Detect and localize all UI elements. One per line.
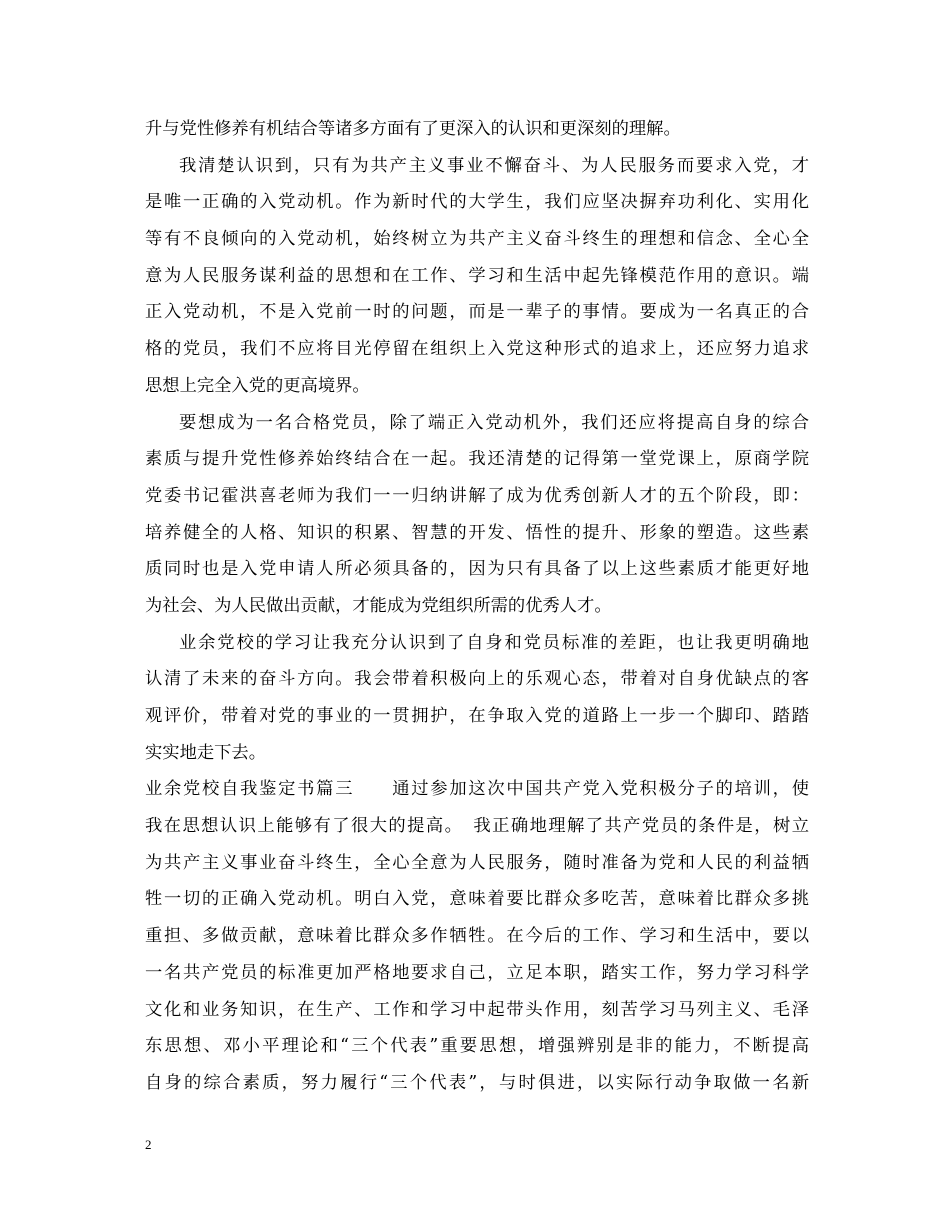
text-line: 质同时也是入党申请人所必须具备的，因为只有具备了以上这些素质才能更好地 — [145, 559, 809, 580]
text-line: 是唯一正确的入党动机。作为新时代的大学生，我们应坚决摒弃功利化、实用化 — [145, 192, 809, 213]
text-line: 牲一切的正确入党动机。明白入党，意味着要比群众多吃苦，意味着比群众多挑 — [145, 889, 809, 910]
text-line: 观评价，带着对党的事业的一贯拥护，在争取入党的道路上一步一个脚印、踏踏 — [145, 706, 809, 726]
text-line: 自身的综合素质，努力履行“三个代表”，与时俱进，以实际行动争取做一名新 — [145, 1072, 809, 1093]
text-line: 培养健全的人格、知识的积累、智慧的开发、悟性的提升、形象的塑造。这些素 — [145, 522, 809, 543]
text-line: 格的党员，我们不应将目光停留在组织上入党这种形式的追求上，还应努力追求 — [145, 339, 809, 360]
text-line: 业余党校的学习让我充分认识到了自身和党员标准的差距，也让我更明确地 — [179, 632, 809, 653]
text-line: 为共产主义事业奋斗终生，全心全意为人民服务，随时准备为党和人民的利益牺 — [145, 852, 809, 873]
page-number: 2 — [145, 1137, 152, 1152]
text-line: 我在思想认识上能够有了很大的提高。 我正确地理解了共产党员的条件是，树立 — [145, 816, 809, 837]
text-line: 素质与提升党性修养始终结合在一起。我还清楚的记得第一堂党课上，原商学院 — [145, 449, 809, 470]
text-line: 一名共产党员的标准更加严格地要求自己，立足本职，踏实工作，努力学习科学 — [145, 962, 809, 983]
text-line: 我清楚认识到，只有为共产主义事业不懈奋斗、为人民服务而要求入党，才 — [179, 155, 809, 176]
body-text — [145, 111, 809, 1102]
text-line: 党委书记霍洪喜老师为我们一一归纳讲解了成为优秀创新人才的五个阶段，即： — [145, 485, 809, 506]
text-line: 业余党校自我鉴定书篇三 通过参加这次中国共产党入党积极分子的培训，使 — [145, 779, 809, 800]
text-line: 思想上完全入党的更高境界。 — [145, 375, 370, 396]
text-line: 要想成为一名合格党员，除了端正入党动机外，我们还应将提高自身的综合 — [179, 412, 809, 433]
text-line: 正入党动机，不是入党前一时的问题，而是一辈子的事情。要成为一名真正的合 — [145, 302, 809, 323]
text-line: 实实地走下去。 — [145, 742, 266, 763]
text-line: 文化和业务知识，在生产、工作和学习中起带头作用，刻苦学习马列主义、毛泽 — [145, 999, 809, 1020]
text-line: 意为人民服务谋利益的思想和在工作、学习和生活中起先锋模范作用的意识。端 — [145, 265, 809, 286]
text-line: 认清了未来的奋斗方向。我会带着积极向上的乐观心态，带着对自身优缺点的客 — [145, 669, 809, 690]
text-line: 东思想、邓小平理论和“三个代表”重要思想，增强辨别是非的能力，不断提高 — [145, 1036, 809, 1057]
text-line: 升与党性修养有机结合等诸多方面有了更深入的认识和更深刻的理解。 — [145, 119, 681, 139]
text-line: 等有不良倾向的入党动机，始终树立为共产主义奋斗终生的理想和信念、全心全 — [145, 229, 809, 250]
text-line: 重担、多做贡献，意味着比群众多作牺牲。在今后的工作、学习和生活中，要以 — [145, 926, 809, 947]
text-line: 为社会、为人民做出贡献，才能成为党组织所需的优秀人才。 — [145, 595, 612, 616]
